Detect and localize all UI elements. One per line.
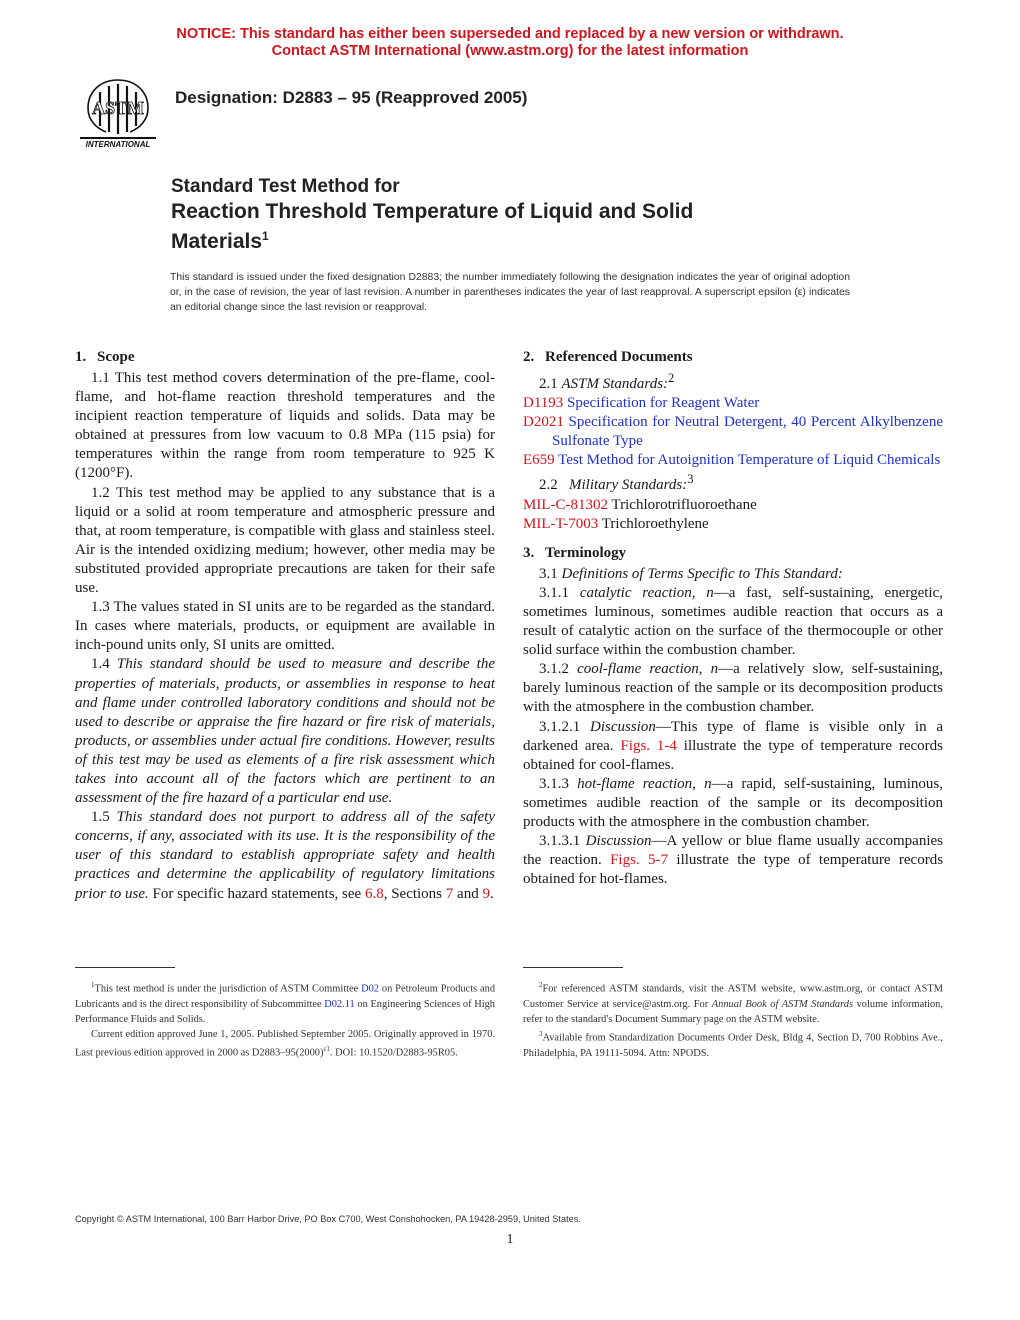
supersession-notice — [0, 26, 1020, 60]
terminology-3-1-3-1: 3.1.3.1 Discussion—A yellow or blue flame usually accompanies the reaction. Figs. 5-7 illustrate the type of temperature records obtained for hot-flames. — [523, 833, 944, 888]
terminology-3-1-2: 3.1.2 cool-flame reaction, n—a relatively slow, self-sustaining, barely luminous reaction of the sample or its decomposition products with the atmosphere in the combustion chamber. — [523, 661, 943, 716]
right-column — [523, 346, 943, 889]
section-heading-terminology: 3. Terminology — [523, 544, 627, 561]
terminology-3-1-1: 3.1.1 catalytic reaction, n—a fast, self-sustaining, energetic, sometimes luminous, sometimes audible reaction that occurs as a result of catalytic action on the surface of the thermocouple or other solid surface within the combustion chamber. — [523, 584, 944, 659]
scope-1-4: 1.4 This standard should be used to measure and describe the properties of materials, products, or assemblies in response to heat and flame under controlled laboratory conditions and should not be used to describe or appraise the fire hazard or fire risk of materials, products, or assemblies under actual fire conditions. However, results of this test may be used as elements of a fire risk assessment which takes into account all of the factors which are pertinent to an assessment of the fire hazard of a particular end use. — [75, 656, 495, 807]
ref-title: Specification for Neutral Detergent, 40 Percent Alkylbenzene Sulfonate Type — [552, 414, 943, 450]
ref-code: D2021 — [523, 414, 564, 431]
designation: Designation: D2883 – 95 (Reapproved 2005) — [175, 88, 528, 107]
page-number: 1 — [506, 1232, 514, 1247]
ref-item[interactable] — [523, 394, 943, 413]
refdocs-2-2: 2.2 Military Standards:$^3$ — [539, 472, 694, 494]
link-figs-5-7[interactable]: Figs. 5-7 — [610, 852, 669, 869]
ref-item[interactable] — [523, 451, 943, 470]
mil-ref-code: MIL-T-7003 — [523, 515, 599, 532]
terminology-3-1: 3.1 Definitions of Terms Specific to This Standard: — [539, 565, 843, 582]
footnote-1-edition: Current edition approved June 1, 2005. Published September 2005. Originally approved in 1970. Last previous edition approved in 2000 as $D2883-95(2000)^{\varepsilon 1}$. DOI: 10.1520/D2883-95R05. — [75, 1029, 495, 1059]
scope-1-3: 1.3 The values stated in SI units are to be regarded as the standard. In cases where materials, products, or equipment are available in inch-pound units only, SI units are omitted. — [75, 599, 495, 654]
link-section-7[interactable]: 7 — [445, 885, 454, 902]
ref-title: Test Method for Autoignition Temperature of Liquid Chemicals — [558, 452, 941, 469]
left-column — [75, 346, 495, 904]
mil-ref-title: Trichlorotrifluoroethane — [611, 496, 757, 513]
footnote-2: $^2$For referenced ASTM standards, visit the ASTM website, www.astm.org, or contact ASTM Customer Service at service@astm.org. For Annual Book of ASTM Standards volume information, refer to the standard's Document Summary page on the ASTM website. — [523, 981, 943, 1025]
mil-ref-item[interactable] — [523, 496, 943, 515]
mil-ref-item[interactable] — [523, 515, 943, 534]
ref-code: E659 — [523, 452, 555, 469]
astm-logo-icon — [76, 76, 160, 150]
title-line-3: Materials$^1$ — [171, 229, 269, 253]
link-subcommittee-d02-11[interactable]: D02.11 — [324, 998, 355, 1010]
footnote-divider — [75, 967, 175, 968]
refdocs-2-1: 2.1 ASTM Standards:$^2$ — [539, 371, 675, 392]
footnotes-left — [75, 978, 495, 1061]
issuance-statement: This standard is issued under the fixed designation D2883; the number immediately following the designation indicates the year of original adoption or, in the case of revision, the year of last revision. A number in parentheses indicates the year of last reapproval. A superscript epsilon (ε) indicates an editorial change since the last revision or reapproval. — [170, 272, 850, 313]
footnotes-right — [523, 978, 943, 1061]
ref-item[interactable] — [523, 413, 943, 451]
document-title — [171, 175, 811, 254]
ref-code: D1193 — [523, 395, 564, 412]
mil-ref-title: Trichloroethylene — [601, 515, 709, 532]
section-heading-scope: 1. Scope — [75, 349, 135, 365]
logo-letters: ASTM — [91, 98, 145, 118]
link-section-6-8[interactable]: 6.8 — [364, 885, 384, 902]
copyright-line: Copyright © ASTM International, 100 Barr Harbor Drive, PO Box C700, West Conshohocken, PA 19428-2959, United States. — [75, 1214, 581, 1224]
astm-logo — [76, 76, 160, 150]
link-section-9[interactable]: 9 — [482, 885, 490, 902]
scope-1-2: 1.2 This test method may be applied to any substance that is a liquid or a solid at room temperature and atmospheric pressure and that, at room temperature, is compatible with glass and stainless steel. Air is the intended oxidizing medium; however, other media may be substituted provided appropriate precautions are taken for their safe use. — [75, 484, 495, 597]
scope-1-5: 1.5 This standard does not purport to address all of the safety concerns, if any, associated with its use. It is the responsibility of the user of this standard to establish appropriate safety and health practices and determine the applicability of regulatory limitations prior to use. For specific hazard statements, see 6.8, Sections 7 and 9. — [75, 809, 496, 902]
ref-title: Specification for Reagent Water — [567, 395, 760, 412]
footnote-divider — [523, 967, 623, 968]
mil-ref-code: MIL-C-81302 — [523, 496, 608, 513]
notice-line-2: Contact ASTM International (www.astm.org) for the latest information — [271, 43, 749, 59]
logo-subtext: INTERNATIONAL — [85, 140, 151, 149]
scope-1-1: 1.1 This test method covers determination of the pre-flame, cool-flame, and hot-flame reaction threshold temperatures and the incipient reaction temperature of liquids and solids. Data may be obtained at pressures from low vacuum to 0.8 MPa (115 psia) for temperatures within the range from room temperature to 925 K (1200°F). — [75, 370, 495, 482]
link-committee-d02[interactable]: D02 — [361, 983, 380, 995]
link-figs-1-4[interactable]: Figs. 1-4 — [620, 737, 677, 754]
footnote-3: $^3$Available from Standardization Documents Order Desk, Bldg 4, Section D, 700 Robbins Ave., Philadelphia, PA 19111-5094. Attn: NPODS. — [523, 1030, 943, 1059]
title-footnote-mark: 1 — [262, 229, 269, 243]
terminology-3-1-2-1: 3.1.2.1 Discussion—This type of flame is visible only in a darkened area. Figs. 1-4 illustrate the type of temperature records obtained for cool-flames. — [523, 718, 944, 773]
title-line-1: Standard Test Method for — [171, 176, 400, 197]
footnote-1: $^1$This test method is under the jurisdiction of ASTM Committee D02 on Petroleum Products and Lubricants and is the direct responsibility of Subcommittee D02.11 on Engineering Sciences of High Performance Fluids and Solids. — [75, 981, 496, 1025]
title-line-2: Reaction Threshold Temperature of Liquid and Solid — [171, 200, 694, 223]
terminology-3-1-3: 3.1.3 hot-flame reaction, n—a rapid, self-sustaining, luminous, sometimes audible reaction of the sample or its decomposition products with the atmosphere in the combustion chamber. — [523, 775, 944, 830]
notice-line-1: NOTICE: This standard has either been superseded and replaced by a new version or withdrawn. — [176, 26, 844, 42]
section-heading-referenced-documents: 2. Referenced Documents — [523, 349, 693, 365]
